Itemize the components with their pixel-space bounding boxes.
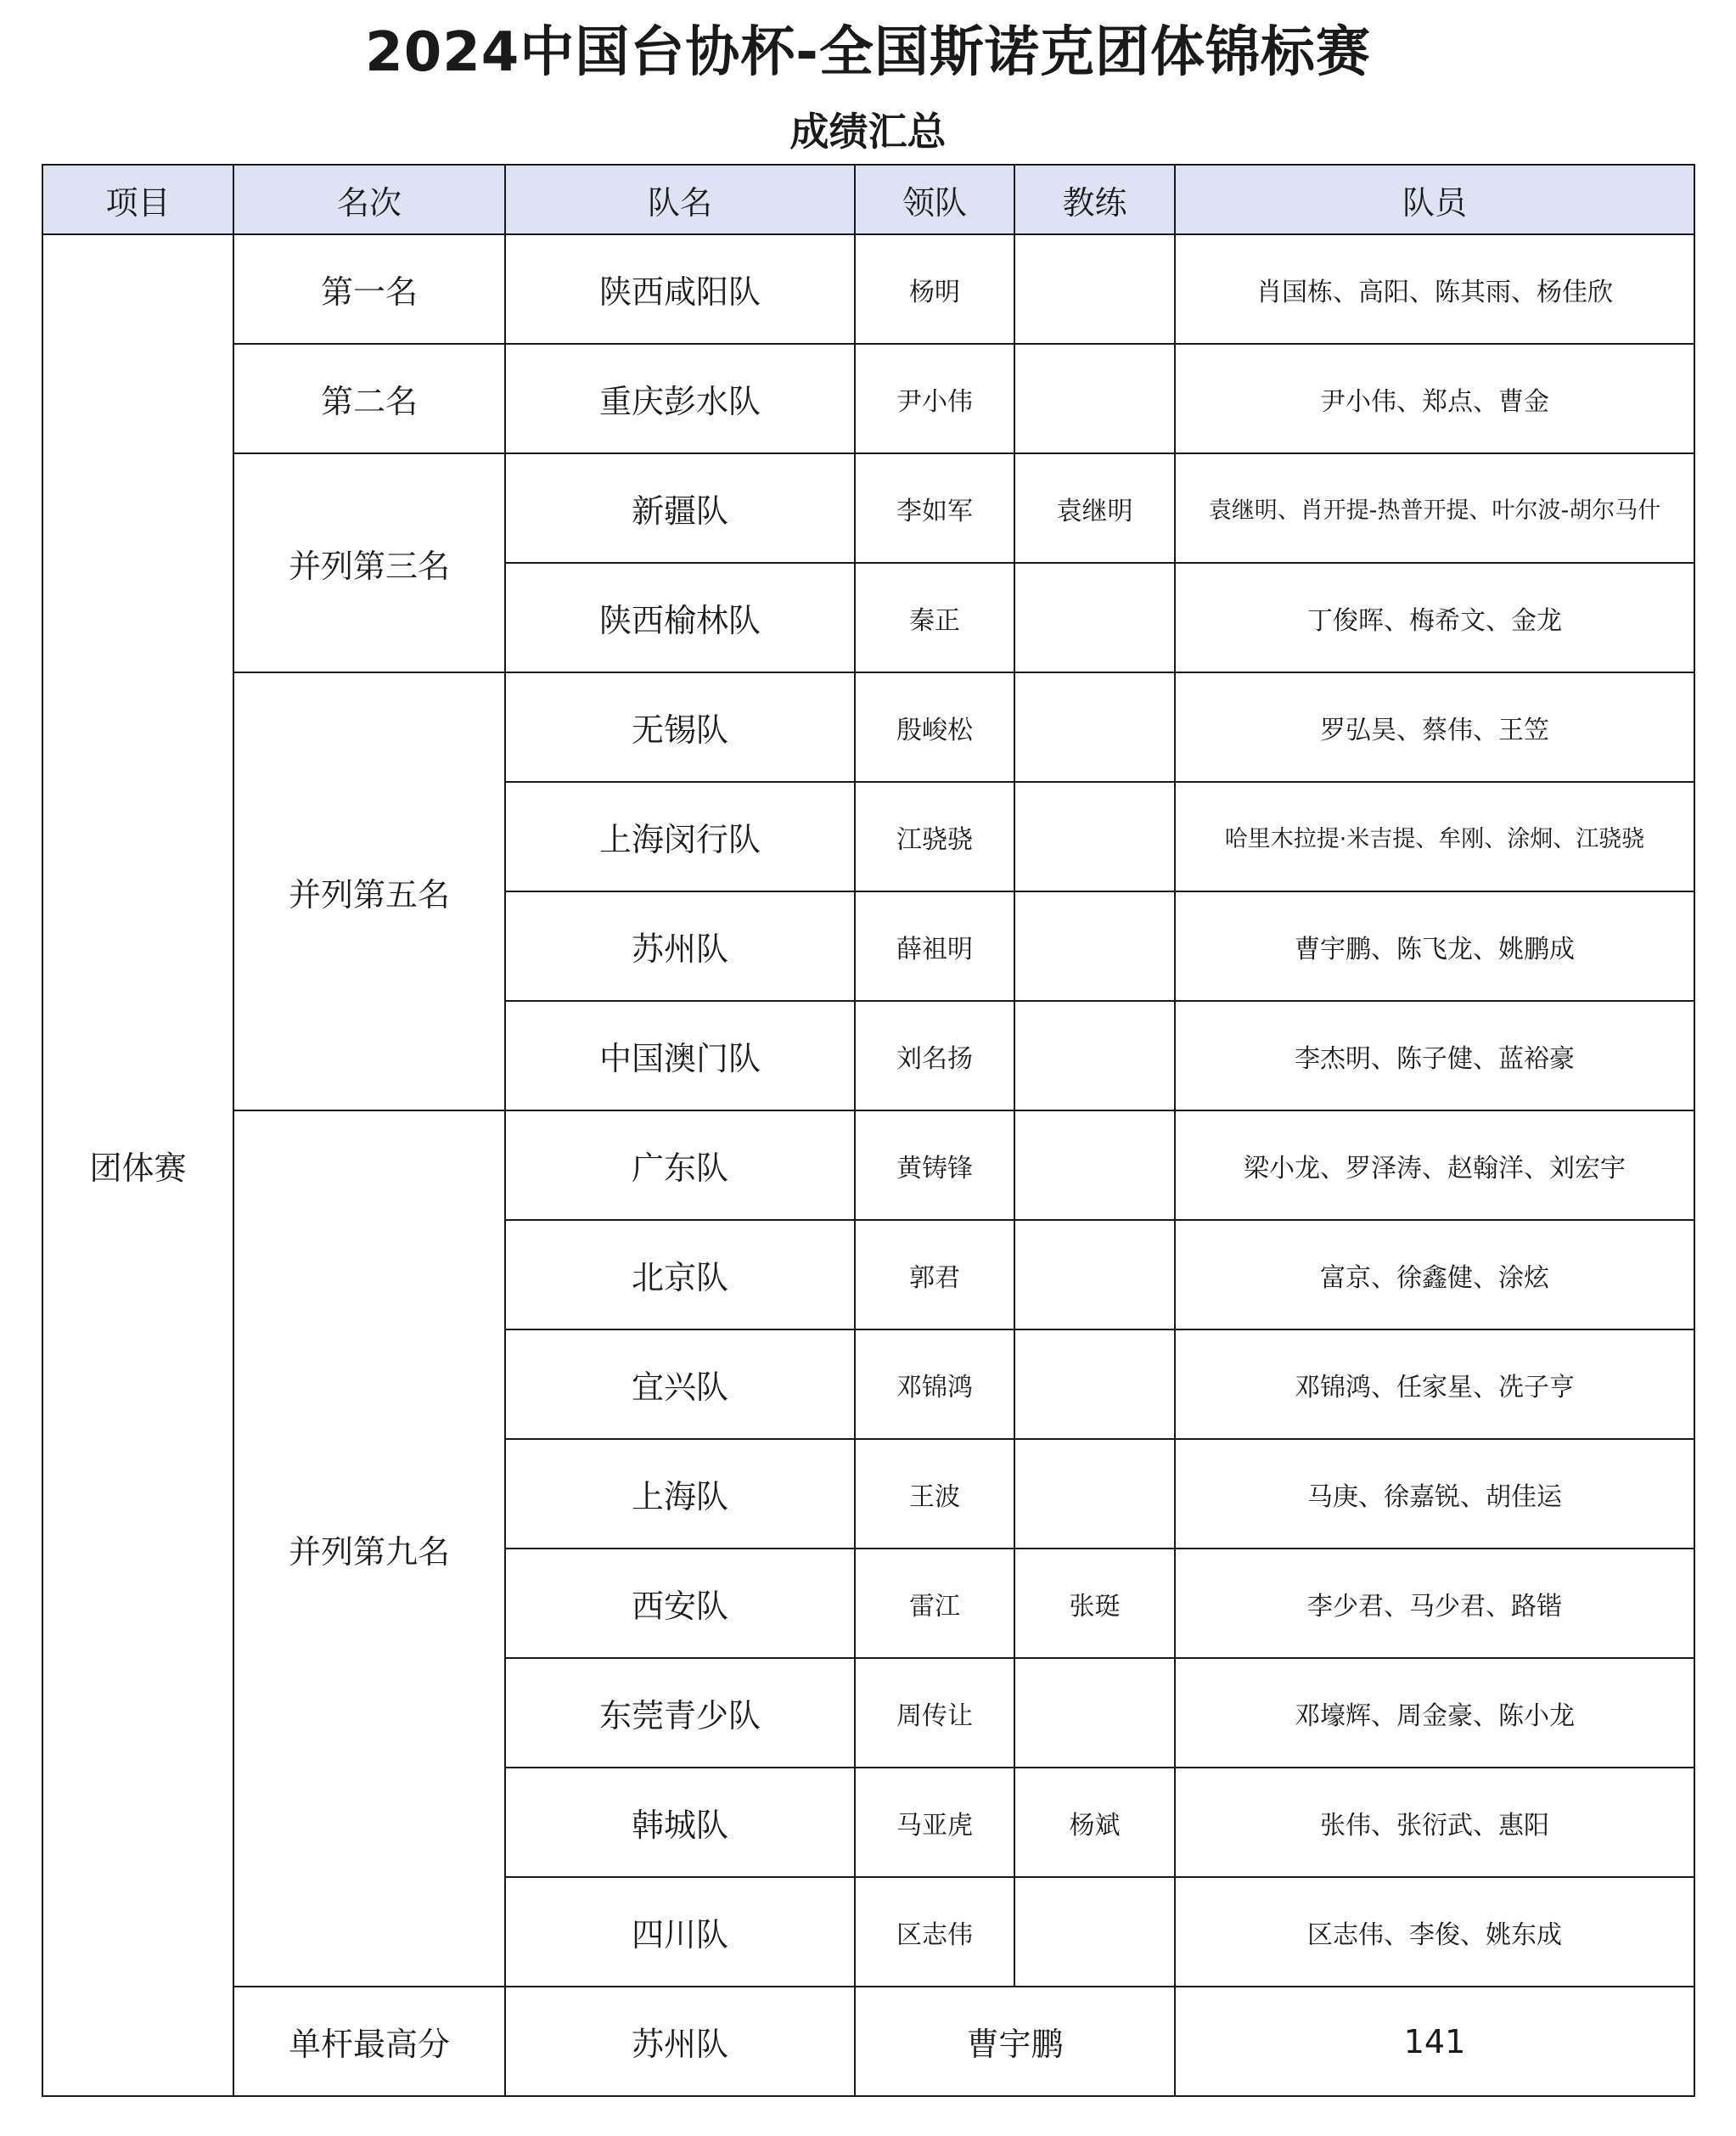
table-row xyxy=(42,1110,1694,1220)
coach-cell xyxy=(1014,672,1175,782)
team-cell: 无锡队 xyxy=(505,672,855,782)
team-cell: 上海闵行队 xyxy=(505,782,855,891)
members-cell: 张伟、张衍武、惠阳 xyxy=(1175,1768,1694,1877)
members-cell: 邓锦鸿、任家星、冼子亨 xyxy=(1175,1329,1694,1439)
table-row xyxy=(42,672,1694,782)
coach-cell: 袁继明 xyxy=(1014,453,1175,563)
coach-cell xyxy=(1014,1877,1175,1987)
page-subtitle: 成绩汇总 xyxy=(789,109,947,155)
rank-cell: 并列第五名 xyxy=(233,672,505,1110)
coach-cell: 张珽 xyxy=(1014,1549,1175,1658)
leader-cell: 尹小伟 xyxy=(855,344,1014,453)
members-cell: 曹宇鹏、陈飞龙、姚鹏成 xyxy=(1175,891,1694,1001)
leader-cell: 雷江 xyxy=(855,1549,1014,1658)
rank-cell: 并列第九名 xyxy=(233,1110,505,1987)
results-table xyxy=(42,164,1695,2097)
coach-cell xyxy=(1014,1329,1175,1439)
leader-cell: 秦正 xyxy=(855,563,1014,672)
leader-cell: 刘名扬 xyxy=(855,1001,1014,1110)
team-cell: 韩城队 xyxy=(505,1768,855,1877)
team-cell: 苏州队 xyxy=(505,891,855,1001)
members-cell: 罗弘昊、蔡伟、王笠 xyxy=(1175,672,1694,782)
header-rank: 名次 xyxy=(233,165,505,234)
team-cell: 广东队 xyxy=(505,1110,855,1220)
page-title: 2024中国台协杯-全国斯诺克团体锦标赛 xyxy=(365,21,1371,84)
rank-cell: 第一名 xyxy=(233,234,505,344)
leader-cell: 区志伟 xyxy=(855,1877,1014,1987)
coach-cell xyxy=(1014,1110,1175,1220)
rank-cell: 第二名 xyxy=(233,344,505,453)
header-team: 队名 xyxy=(505,165,855,234)
coach-cell xyxy=(1014,234,1175,344)
leader-cell: 郭君 xyxy=(855,1220,1014,1329)
leader-cell: 黄铸锋 xyxy=(855,1110,1014,1220)
members-cell: 尹小伟、郑点、曹金 xyxy=(1175,344,1694,453)
members-cell: 袁继明、肖开提-热普开提、叶尔波-胡尔马什 xyxy=(1175,453,1694,563)
leader-cell: 李如军 xyxy=(855,453,1014,563)
team-cell: 陕西榆林队 xyxy=(505,563,855,672)
event-cell: 团体赛 xyxy=(42,234,233,2096)
members-cell: 丁俊晖、梅希文、金龙 xyxy=(1175,563,1694,672)
table-row xyxy=(42,344,1694,453)
members-cell: 李少君、马少君、路锴 xyxy=(1175,1549,1694,1658)
members-cell: 马庚、徐嘉锐、胡佳运 xyxy=(1175,1439,1694,1549)
high-break-score: 141 xyxy=(1175,1987,1694,2096)
team-cell: 宜兴队 xyxy=(505,1329,855,1439)
members-cell: 邓壕辉、周金豪、陈小龙 xyxy=(1175,1658,1694,1768)
header-coach: 教练 xyxy=(1014,165,1175,234)
coach-cell xyxy=(1014,344,1175,453)
table-row xyxy=(42,453,1694,563)
coach-cell xyxy=(1014,1658,1175,1768)
team-cell: 重庆彭水队 xyxy=(505,344,855,453)
high-break-row xyxy=(42,1987,1694,2096)
members-cell: 李杰明、陈子健、蓝裕豪 xyxy=(1175,1001,1694,1110)
leader-cell: 马亚虎 xyxy=(855,1768,1014,1877)
table-row xyxy=(42,234,1694,344)
team-cell: 西安队 xyxy=(505,1549,855,1658)
header-event: 项目 xyxy=(42,165,233,234)
coach-cell xyxy=(1014,563,1175,672)
coach-cell xyxy=(1014,1439,1175,1549)
members-cell: 梁小龙、罗泽涛、赵翰洋、刘宏宇 xyxy=(1175,1110,1694,1220)
table-header-row xyxy=(42,165,1694,234)
high-break-player: 曹宇鹏 xyxy=(855,1987,1175,2096)
leader-cell: 周传让 xyxy=(855,1658,1014,1768)
leader-cell: 殷峻松 xyxy=(855,672,1014,782)
high-break-label: 单杆最高分 xyxy=(233,1987,505,2096)
high-break-team: 苏州队 xyxy=(505,1987,855,2096)
team-cell: 四川队 xyxy=(505,1877,855,1987)
team-cell: 中国澳门队 xyxy=(505,1001,855,1110)
header-members: 队员 xyxy=(1175,165,1694,234)
members-cell: 富京、徐鑫健、涂炫 xyxy=(1175,1220,1694,1329)
coach-cell xyxy=(1014,782,1175,891)
rank-cell: 并列第三名 xyxy=(233,453,505,672)
team-cell: 上海队 xyxy=(505,1439,855,1549)
coach-cell: 杨斌 xyxy=(1014,1768,1175,1877)
leader-cell: 江骁骁 xyxy=(855,782,1014,891)
header-leader: 领队 xyxy=(855,165,1014,234)
team-cell: 北京队 xyxy=(505,1220,855,1329)
members-cell: 哈里木拉提·米吉提、牟刚、涂炯、江骁骁 xyxy=(1175,782,1694,891)
team-cell: 陕西咸阳队 xyxy=(505,234,855,344)
leader-cell: 杨明 xyxy=(855,234,1014,344)
coach-cell xyxy=(1014,891,1175,1001)
team-cell: 新疆队 xyxy=(505,453,855,563)
coach-cell xyxy=(1014,1220,1175,1329)
leader-cell: 薛祖明 xyxy=(855,891,1014,1001)
leader-cell: 邓锦鸿 xyxy=(855,1329,1014,1439)
members-cell: 区志伟、李俊、姚东成 xyxy=(1175,1877,1694,1987)
coach-cell xyxy=(1014,1001,1175,1110)
members-cell: 肖国栋、高阳、陈其雨、杨佳欣 xyxy=(1175,234,1694,344)
team-cell: 东莞青少队 xyxy=(505,1658,855,1768)
leader-cell: 王波 xyxy=(855,1439,1014,1549)
